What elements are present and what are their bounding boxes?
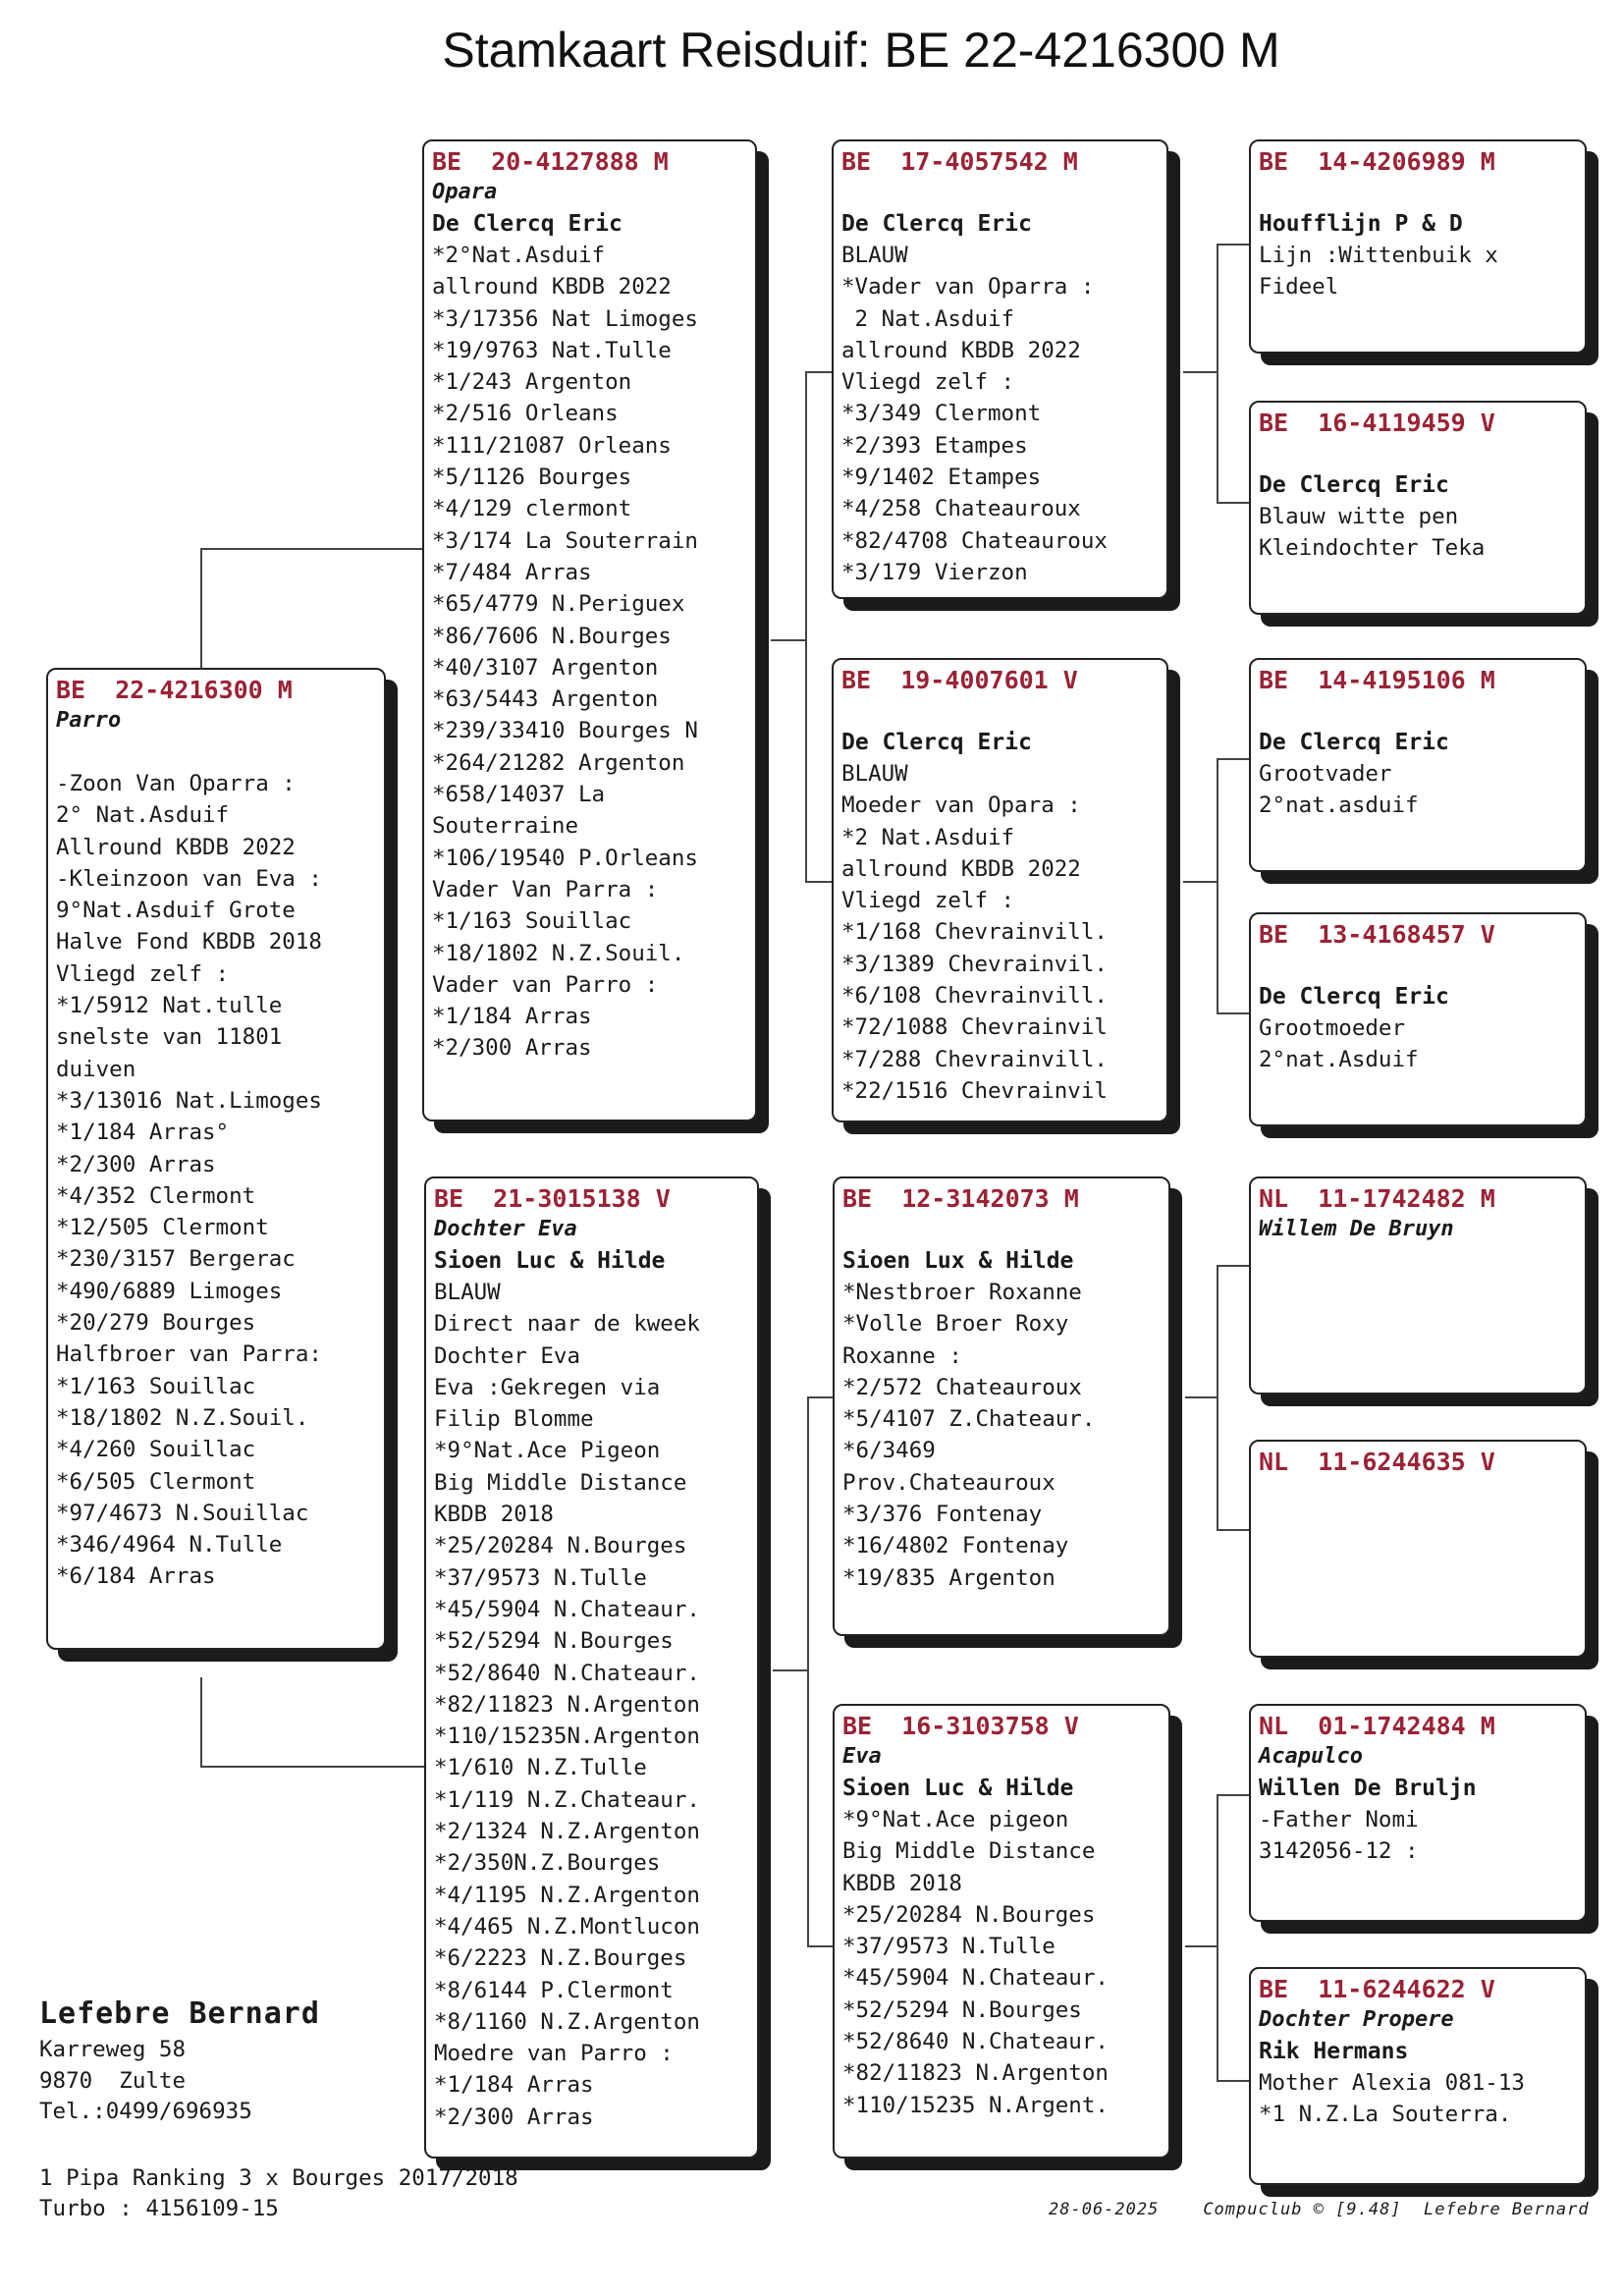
pigeon-card-maternal-grandfather[interactable] xyxy=(833,1176,1170,1636)
pedigree-line: Blauw witte pen xyxy=(1259,504,1459,529)
pedigree-line: Big Middle Distance xyxy=(434,1469,687,1496)
owner-name: Houfflijn P & D xyxy=(1259,211,1463,237)
pigeon-card-ff-father[interactable] xyxy=(1249,139,1587,354)
pedigree-line: *Vader van Oparra : xyxy=(841,274,1095,301)
ring-number: NL 11-1742482 M xyxy=(1259,1184,1495,1213)
pedigree-line: Grootmoeder xyxy=(1259,1015,1406,1041)
pigeon-card-mf-father[interactable] xyxy=(1249,1176,1587,1394)
pedigree-line: Roxanne : xyxy=(842,1342,962,1369)
pigeon-card-ff-mother[interactable] xyxy=(1249,401,1587,615)
pedigree-line: Souterraine xyxy=(432,813,579,840)
pedigree-line: *25/20284 N.Bourges xyxy=(842,1901,1096,1928)
pedigree-line: *7/288 Chevrainvill. xyxy=(841,1046,1108,1072)
pedigree-line: *8/1160 N.Z.Argenton xyxy=(434,2008,700,2035)
pedigree-line: *5/4107 Z.Chateaur. xyxy=(842,1406,1096,1433)
pedigree-line: *111/21087 Orleans xyxy=(432,432,672,459)
owner-name: De Clercq Eric xyxy=(841,211,1032,237)
pedigree-line: *82/11823 N.Argenton xyxy=(842,2060,1109,2087)
pedigree-line: allround KBDB 2022 xyxy=(841,337,1081,363)
connector xyxy=(1217,758,1249,760)
ring-number: BE 11-6244622 V xyxy=(1259,1975,1495,2003)
pedigree-line: *2/300 Arras xyxy=(434,2104,594,2130)
pigeon-name: Acapulco xyxy=(1259,1744,1363,1769)
pedigree-line: 2° Nat.Asduif xyxy=(56,802,230,829)
connector xyxy=(1217,502,1249,504)
pedigree-line: *82/4708 Chateauroux xyxy=(841,527,1108,554)
ring-number: BE 17-4057542 M xyxy=(841,147,1078,176)
pedigree-line: 2°nat.Asduif xyxy=(1259,1047,1419,1073)
breeder-name: Lefebre Bernard xyxy=(39,1996,320,2031)
owner-name: De Clercq Eric xyxy=(1259,730,1449,755)
connector xyxy=(200,1677,202,1768)
pedigree-line: *2/393 Etampes xyxy=(841,432,1028,459)
pedigree-line: *3/174 La Souterrain xyxy=(432,527,698,554)
ring-number: NL 11-6244635 V xyxy=(1259,1448,1495,1476)
pedigree-line: *97/4673 N.Souillac xyxy=(56,1500,309,1526)
connector xyxy=(1217,1265,1218,1530)
pedigree-line: *40/3107 Argenton xyxy=(432,654,659,681)
pedigree-line: Kleindochter Teka xyxy=(1259,535,1486,562)
pigeon-name xyxy=(841,177,1159,208)
owner-name xyxy=(1259,1245,1577,1277)
pedigree-line: *2°Nat.Asduif xyxy=(432,243,606,268)
pigeon-name xyxy=(841,695,1159,727)
connector xyxy=(773,1669,808,1671)
pedigree-line: Vliegd zelf : xyxy=(841,369,1015,396)
pedigree-line: Big Middle Distance xyxy=(842,1838,1096,1865)
pedigree-line: 9°Nat.Asduif Grote xyxy=(56,898,296,924)
pigeon-name xyxy=(842,1214,1161,1245)
pedigree-line: *52/8640 N.Chateaur. xyxy=(434,1660,700,1686)
pedigree-line: -Kleinzoon van Eva : xyxy=(56,865,322,892)
owner-name: Sioen Lux & Hilde xyxy=(842,1248,1074,1274)
pigeon-name: Parro xyxy=(56,708,122,733)
pedigree-line: *4/258 Chateauroux xyxy=(841,496,1081,522)
pigeon-card-maternal-grandmother[interactable] xyxy=(833,1704,1170,2159)
pedigree-line: BLAUW xyxy=(434,1280,501,1305)
footer-line-1: 1 Pipa Ranking 3 x Bourges 2017/2018 xyxy=(39,2165,518,2191)
pedigree-line: *22/1516 Chevrainvil xyxy=(841,1077,1108,1104)
pedigree-line: Vader Van Parra : xyxy=(432,876,659,902)
pedigree-line: Vliegd zelf : xyxy=(56,960,230,987)
pedigree-line: *106/19540 P.Orleans xyxy=(432,845,698,871)
pedigree-line: *3/179 Vierzon xyxy=(841,559,1028,585)
pedigree-line: *3/1389 Chevrainvil. xyxy=(841,951,1108,977)
pedigree-line: *110/15235 N.Argent. xyxy=(842,2092,1109,2118)
pigeon-name: Dochter Eva xyxy=(434,1217,577,1241)
pigeon-name: Willem De Bruyn xyxy=(1259,1217,1454,1241)
pedigree-line: *1/119 N.Z.Chateaur. xyxy=(434,1786,700,1813)
pedigree-line: *18/1802 N.Z.Souil. xyxy=(56,1404,309,1431)
pedigree-line: *1/163 Souillac xyxy=(56,1373,256,1399)
pedigree-line: *2/572 Chateauroux xyxy=(842,1374,1082,1400)
pedigree-line: *1/610 N.Z.Tulle xyxy=(434,1755,647,1781)
connector xyxy=(1217,244,1218,503)
pedigree-line: 2°nat.asduif xyxy=(1259,793,1419,819)
pedigree-line: *1/184 Arras xyxy=(434,2072,594,2099)
footer-notes xyxy=(39,2163,518,2224)
ring-number: BE 16-3103758 V xyxy=(842,1712,1079,1740)
pedigree-line: *1/168 Chevrainvill. xyxy=(841,919,1108,946)
pedigree-line: *12/505 Clermont xyxy=(56,1215,269,1241)
connector xyxy=(1217,1529,1249,1531)
connector xyxy=(200,548,202,672)
breeder-city: 9870 Zulte xyxy=(39,2067,187,2094)
connector xyxy=(805,371,807,882)
ring-number: BE 13-4168457 V xyxy=(1259,920,1495,949)
ring-number: BE 19-4007601 V xyxy=(841,666,1078,694)
pedigree-line: Moedre van Parro : xyxy=(434,2041,674,2067)
connector xyxy=(1217,1794,1218,2081)
ring-number: NL 01-1742484 M xyxy=(1259,1712,1495,1740)
pedigree-line: *6/2223 N.Z.Bourges xyxy=(434,1945,687,1972)
pedigree-line: -Father Nomi xyxy=(1259,1807,1419,1832)
software-credit xyxy=(1049,2200,1590,2219)
pedigree-line: BLAUW xyxy=(841,243,908,268)
pigeon-card-paternal-grandmother[interactable] xyxy=(832,658,1168,1122)
connector xyxy=(805,371,832,373)
ring-number: BE 16-4119459 V xyxy=(1259,409,1495,437)
pedigree-line: *8/6144 P.Clermont xyxy=(434,1977,674,2003)
footer-line-2: Turbo : 4156109-15 xyxy=(39,2196,279,2221)
pedigree-line: *7/484 Arras xyxy=(432,559,592,585)
owner-name: De Clercq Eric xyxy=(841,730,1032,755)
pedigree-line: *52/5294 N.Bourges xyxy=(842,1996,1082,2023)
pedigree-line: *4/129 clermont xyxy=(432,496,632,522)
owner-name: De Clercq Eric xyxy=(1259,984,1449,1010)
pedigree-line: *37/9573 N.Tulle xyxy=(434,1564,647,1591)
pedigree-line: Lijn :Wittenbuik x xyxy=(1259,243,1498,268)
pigeon-card-subject[interactable] xyxy=(46,668,386,1650)
owner-name: Sioen Luc & Hilde xyxy=(434,1248,666,1274)
print-date: 28-06-2025 xyxy=(1049,2200,1160,2219)
pedigree-line: *110/15235N.Argenton xyxy=(434,1723,700,1750)
pigeon-name xyxy=(1259,950,1577,981)
pedigree-line: *2/1324 N.Z.Argenton xyxy=(434,1819,700,1845)
pigeon-card-mf-mother[interactable] xyxy=(1249,1440,1587,1658)
connector xyxy=(1217,244,1249,246)
pedigree-line: Vader van Parro : xyxy=(432,971,659,998)
pedigree-line: duiven xyxy=(56,1056,136,1082)
pedigree-line: *658/14037 La xyxy=(432,782,606,808)
connector xyxy=(1217,758,1218,1013)
pedigree-line: *2 Nat.Asduif xyxy=(841,824,1015,850)
pigeon-card-fm-mother[interactable] xyxy=(1249,912,1587,1126)
pedigree-line: *72/1088 Chevrainvil xyxy=(841,1014,1108,1041)
pigeon-card-mother[interactable] xyxy=(424,1176,759,2159)
connector xyxy=(1185,1396,1218,1398)
pedigree-line: *86/7606 N.Bourges xyxy=(432,623,672,649)
pedigree-line: *1/5912 Nat.tulle xyxy=(56,993,283,1019)
pigeon-name xyxy=(1259,695,1577,727)
connector xyxy=(807,1396,809,1946)
owner-name: Sioen Luc & Hilde xyxy=(842,1776,1074,1801)
software-user: Lefebre Bernard xyxy=(1424,2200,1590,2219)
pedigree-line: Mother Alexia 081-13 xyxy=(1259,2070,1525,2096)
pedigree-line: Eva :Gekregen via xyxy=(434,1374,661,1400)
connector xyxy=(807,1945,833,1947)
pedigree-line: *6/108 Chevrainvill. xyxy=(841,983,1108,1010)
software-name: Compuclub © [9.48] xyxy=(1203,2200,1402,2219)
pedigree-line: *490/6889 Limoges xyxy=(56,1278,283,1304)
ring-number: BE 22-4216300 M xyxy=(56,676,293,704)
pedigree-line: *37/9573 N.Tulle xyxy=(842,1934,1056,1960)
pedigree-line: *82/11823 N.Argenton xyxy=(434,1691,700,1718)
connector xyxy=(1217,1012,1249,1014)
page-title: Stamkaart Reisduif: BE 22-4216300 M xyxy=(442,23,1280,78)
pedigree-line: *3/376 Fontenay xyxy=(842,1502,1043,1528)
pedigree-line: Grootvader xyxy=(1259,761,1392,787)
pedigree-line: *3/13016 Nat.Limoges xyxy=(56,1087,322,1114)
pedigree-line: *19/9763 Nat.Tulle xyxy=(432,337,672,363)
pedigree-line: *3/349 Clermont xyxy=(841,401,1042,427)
pigeon-name: Eva xyxy=(842,1744,882,1769)
pedigree-line: allround KBDB 2022 xyxy=(432,274,672,301)
pedigree-line: *4/465 N.Z.Montlucon xyxy=(434,1913,700,1940)
pigeon-card-mm-father[interactable] xyxy=(1249,1704,1587,1922)
pedigree-line: *9/1402 Etampes xyxy=(841,465,1042,491)
breeder-street: Karreweg 58 xyxy=(39,2037,187,2062)
ring-number: BE 14-4206989 M xyxy=(1259,147,1495,176)
pedigree-line: *2/350N.Z.Bourges xyxy=(434,1850,661,1877)
pedigree-line: snelste van 11801 xyxy=(56,1024,283,1051)
pedigree-line: *2/516 Orleans xyxy=(432,401,619,427)
pedigree-line: *2/300 Arras xyxy=(56,1151,216,1177)
owner-name: Willen De Bruljn xyxy=(1259,1776,1477,1801)
pedigree-line: *6/184 Arras xyxy=(56,1563,216,1590)
pedigree-line: *52/5294 N.Bourges xyxy=(434,1628,674,1655)
pigeon-name: Dochter Propere xyxy=(1259,2007,1454,2032)
pedigree-line: Moeder van Opara : xyxy=(841,793,1081,819)
pedigree-line: *4/260 Souillac xyxy=(56,1437,256,1463)
pedigree-line: *Nestbroer Roxanne xyxy=(842,1280,1082,1305)
pedigree-line: *Volle Broer Roxy xyxy=(842,1311,1069,1338)
pigeon-card-paternal-grandfather[interactable] xyxy=(832,139,1168,599)
pedigree-line: *5/1126 Bourges xyxy=(432,465,632,491)
pedigree-line: allround KBDB 2022 xyxy=(841,855,1081,882)
pedigree-line: Vliegd zelf : xyxy=(841,888,1015,914)
pedigree-line: Filip Blomme xyxy=(434,1406,594,1433)
pedigree-line: Allround KBDB 2022 xyxy=(56,834,296,860)
pedigree-line: Prov.Chateauroux xyxy=(842,1469,1056,1496)
connector xyxy=(1183,371,1218,373)
pedigree-line: BLAUW xyxy=(841,761,908,787)
pedigree-line: *4/352 Clermont xyxy=(56,1182,256,1209)
connector xyxy=(1185,1945,1218,1947)
ring-number: BE 20-4127888 M xyxy=(432,147,669,176)
ring-number: BE 14-4195106 M xyxy=(1259,666,1495,694)
breeder-phone: Tel.:0499/696935 xyxy=(39,2099,252,2124)
pedigree-line: KBDB 2018 xyxy=(434,1502,554,1528)
pedigree-line: *45/5904 N.Chateaur. xyxy=(842,1965,1109,1992)
pedigree-line: *230/3157 Bergerac xyxy=(56,1246,296,1273)
pedigree-line: *65/4779 N.Periguex xyxy=(432,591,685,618)
pedigree-line: *1/184 Arras° xyxy=(56,1120,230,1146)
pedigree-line: *239/33410 Bourges N xyxy=(432,718,698,744)
pedigree-line: *9°Nat.Ace Pigeon xyxy=(434,1438,661,1464)
pedigree-line: *19/835 Argenton xyxy=(842,1564,1056,1591)
pedigree-line: *45/5904 N.Chateaur. xyxy=(434,1596,700,1622)
pedigree-line: *4/1195 N.Z.Argenton xyxy=(434,1882,700,1908)
pedigree-line: Direct naar de kweek xyxy=(434,1311,700,1338)
ring-number: BE 21-3015138 V xyxy=(434,1184,671,1213)
pedigree-line: *63/5443 Argenton xyxy=(432,686,659,713)
owner-name: De Clercq Eric xyxy=(1259,472,1449,498)
connector xyxy=(805,881,832,883)
pedigree-line: *6/505 Clermont xyxy=(56,1468,256,1495)
pedigree-line: *18/1802 N.Z.Souil. xyxy=(432,940,685,966)
pedigree-line: *1/163 Souillac xyxy=(432,908,632,935)
pedigree-line: KBDB 2018 xyxy=(842,1870,962,1896)
owner-name: Rik Hermans xyxy=(1259,2039,1409,2064)
pedigree-line: Halfbroer van Parra: xyxy=(56,1341,322,1368)
pigeon-card-fm-father[interactable] xyxy=(1249,658,1587,872)
pigeon-name xyxy=(1259,177,1577,208)
pedigree-line: Dochter Eva xyxy=(434,1342,581,1369)
connector xyxy=(771,639,806,641)
pedigree-line: *1/243 Argenton xyxy=(432,369,632,396)
connector xyxy=(200,1766,424,1768)
pedigree-line: *20/279 Bourges xyxy=(56,1310,256,1337)
connector xyxy=(1217,2080,1249,2082)
pigeon-name xyxy=(1259,1477,1577,1508)
pedigree-line: *52/8640 N.Chateaur. xyxy=(842,2029,1109,2055)
connector xyxy=(807,1396,833,1398)
pigeon-card-mm-mother[interactable] xyxy=(1249,1967,1587,2185)
pedigree-line: *9°Nat.Ace pigeon xyxy=(842,1807,1069,1832)
pigeon-name: Opara xyxy=(432,180,498,204)
pedigree-line: *16/4802 Fontenay xyxy=(842,1533,1069,1559)
pedigree-line: *25/20284 N.Bourges xyxy=(434,1533,687,1559)
pedigree-line: -Zoon Van Oparra : xyxy=(56,771,296,796)
pedigree-line: *1 N.Z.La Souterra. xyxy=(1259,2102,1512,2128)
breeder-info xyxy=(39,1994,320,2128)
pedigree-line: *3/17356 Nat Limoges xyxy=(432,305,698,332)
pedigree-line: *346/4964 N.Tulle xyxy=(56,1532,283,1558)
pedigree-line: *264/21282 Argenton xyxy=(432,749,685,776)
pedigree-line: 3142056-12 : xyxy=(1259,1838,1419,1865)
pedigree-line: *1/184 Arras xyxy=(432,1004,592,1030)
pedigree-line: *6/3469 xyxy=(842,1438,936,1464)
pedigree-line: Halve Fond KBDB 2018 xyxy=(56,929,322,956)
owner-name: De Clercq Eric xyxy=(432,211,623,237)
owner-name xyxy=(1259,1508,1577,1540)
pedigree-line: *2/300 Arras xyxy=(432,1035,592,1062)
connector xyxy=(1183,881,1218,883)
pedigree-line: 2 Nat.Asduif xyxy=(841,305,1015,332)
connector xyxy=(1217,1794,1249,1796)
pedigree-line: Fideel xyxy=(1259,274,1339,301)
ring-number: BE 12-3142073 M xyxy=(842,1184,1079,1213)
connector xyxy=(200,548,424,550)
owner-name xyxy=(56,737,376,768)
pigeon-name xyxy=(1259,438,1577,469)
pigeon-card-father[interactable] xyxy=(422,139,757,1121)
connector xyxy=(1217,1265,1249,1267)
